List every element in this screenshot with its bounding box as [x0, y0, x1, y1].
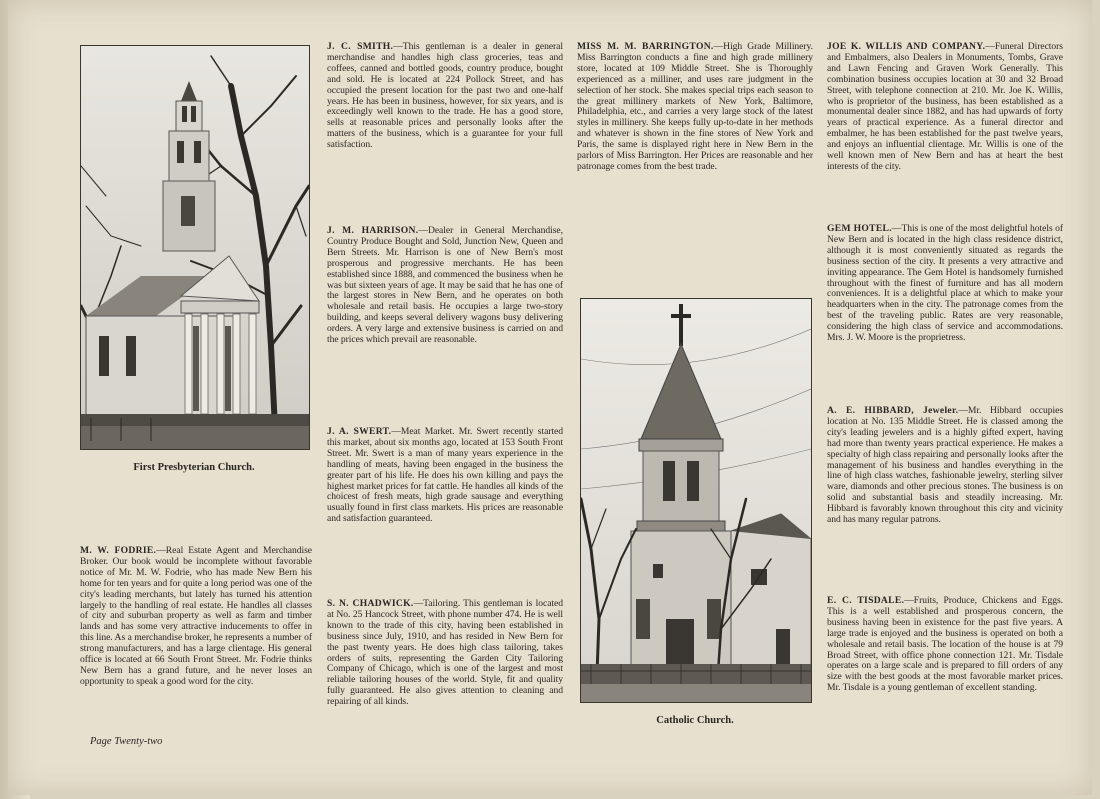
entry-hibbard: [827, 406, 1063, 526]
entry-text: —Meat Market. Mr. Swert recently started this market, about six months ago, located at 153 South Front Street. Mr. Swert is a man of many years experience in the handling of meats, having been engaged in the business the greater part of his life. He does his own killing and pays the highest market prices for fat cattle. He handles all kinds of the choicest of fresh meats, high grade sausage and everything usually found in first class markets. His prices are reasonable and satisfaction guaranteed.: [327, 426, 563, 525]
entry-name: S. N. CHADWICK.: [327, 598, 414, 609]
entry-gem-hotel: [827, 224, 1063, 344]
presbyterian-caption: First Presbyterian Church.: [133, 462, 255, 473]
entry-text: —This gentleman is a dealer in general merchandise and handles high class groceries, teas and coffees, canned and bottled goods, country produce, bought and sold. He is located at 224 Pollock Street, and has occupied the present location for the past two and one-half years. He has been in business, however, for six years, and is exceedingly well known to the trade. He has a good store, sells at reasonable prices and personally looks after the matters of the business, which is a guarantee for your full satisfaction.: [327, 41, 563, 151]
entry-text: —Real Estate Agent and Merchandise Broker. Our book would be incomplete without favorable notice of Mr. M. W. Fodrie, who has made New Bern his home for ten years and for quite a long period was one of the city's leading merchants, but lately has turned his attention largely to the handling of real estate. He handles all classes of city and suburban property as well as farm and timber lands and has some very attractive inducements to offer in this line. As a merchandise broker, he represents a number of strong manufacturers, and has a large clientage. His general office is located at 66 South Front Street. Mr. Fodrie thinks New Bern has a grand future, and he never loses an opportunity to speak a good word for the city.: [80, 545, 312, 687]
entry-name: J. C. SMITH.: [327, 41, 394, 52]
entry-name: JOE K. WILLIS AND COMPANY.: [827, 41, 986, 52]
entry-text: —Fruits, Produce, Chickens and Eggs. This is a well established and prosperous concern, the business having been in existence for the past five years. A large trade is enjoyed and the business is operated on both a wholesale and retail basis. The location of the house is at 79 Broad Street, with office phone connection 121. Mr. Tisdale operates on a large scale and is prepared to fill orders of any size with the best goods at the most favorable market prices. Mr. Tisdale is a young gentleman of excellent standing.: [827, 595, 1063, 694]
entry-text: —Dealer in General Merchandise, Country Produce Bought and Sold, Junction New, Queen and Bern Streets. Mr. Harrison is one of New Bern's most prosperous and progressive merchants. He has been established since 1888, and commenced the business when he was but sixteen years of age. It may be said that he has one of the largest stores in New Bern, and he operates on both wholesale and retail basis. He occupies a large two-story building, and keeps several delivery wagons busy delivering orders. A very large and extensive business is carried on and the prices which prevail are reasonable.: [327, 225, 563, 346]
catholic-caption: Catholic Church.: [656, 715, 734, 726]
presbyterian-church-photo: [80, 45, 310, 450]
entry-text: —Mr. Hibbard occupies location at No. 135 Middle Street. He is classed among the city's leading jewelers and is a highly gifted expert, having had more than twenty years practical experience. He makes a specialty of high class repairing and personally looks after the management of his business and handles everything in the line of high class watches, fashionable jewelry, sterling silver ware, diamonds and other precious stones. The business is on solid and substantial basis and steadily increasing. Mr. Hibbard is favorably known throughout this city and vicinity and has many regular patrons.: [827, 405, 1063, 526]
entry-name: J. M. HARRISON.: [327, 225, 419, 236]
entry-name: E. C. TISDALE.: [827, 595, 905, 606]
entry-fodrie: [80, 546, 312, 688]
entry-text: —Tailoring. This gentleman is located at No. 25 Hancock Street, with phone number 474. He is well known to the trade of this city, having been established in business since July, 1910, and has resided in New Bern for the past twenty years. He does high class tailoring, takes orders of suits, representing the Garden City Tailoring Company of Chicago, which is one of the largest and most reliable tailoring houses of the world. Style, fit and quality fully guaranteed. He also gives attention to cleaning and repairing of all kinds.: [327, 598, 563, 708]
entry-text: —This is one of the most delightful hotels of New Bern and is located in the high class residence district, although it is most conveniently situated as regards the business section of the city. It presents a very attractive and inviting appearance. The Gem Hotel is handsomely furnished throughout with the finest of furniture and has all modern conveniences. It is a delightful place at which to make your headquarters when in the city. The patronage comes from the best of the traveling public. Rates are very reasonable, considering the high class of service and accommodations. Mrs. J. W. Moore is the proprietress.: [827, 223, 1063, 344]
catholic-church-photo: [580, 298, 812, 703]
entry-name: MISS M. M. BARRINGTON.: [577, 41, 714, 52]
entry-willis: [827, 42, 1063, 173]
entry-name: M. W. FODRIE.: [80, 545, 157, 556]
entry-swert: [327, 427, 563, 525]
entry-name: J. A. SWERT.: [327, 426, 392, 437]
entry-harrison: [327, 226, 563, 346]
entry-smith: [327, 42, 563, 151]
entry-name: GEM HOTEL.: [827, 223, 892, 234]
entry-name: A. E. HIBBARD, Jeweler.: [827, 405, 959, 416]
entry-tisdale: [827, 596, 1063, 694]
entry-chadwick: [327, 599, 563, 708]
entry-text: —Funeral Directors and Embalmers, also Dealers in Monuments, Tombs, Grave and Lawn Fencing and Graven Work Generally. This combination business occupies location at 30 and 32 Broad Street, with telephone connection at 210. Mr. Joe K. Willis, who is proprietor of the business, has been established as a monumental dealer since 1882, and has had upwards of forty years of practical experience. As a funeral director and embalmer, he has been established for the past twelve years, and enjoys an influential clientage. Mr. Willis is one of the well known men of New Bern and has at heart the best interests of the city.: [827, 41, 1063, 172]
entry-text: —High Grade Millinery. Miss Barrington conducts a fine and high grade millinery store, located at 109 Middle Street. She is Thoroughly experienced as a milliner, and uses rare judgment in the selection of her stock. She makes special trips each season to the great millinery markets of New York, Baltimore, Philadelphia, etc., and carries a very large stock of the latest styles in millinery. She keeps fully up-to-date in her methods and whatever is shown in the fine stores of New York and Paris, the same is displayed right here in New Bern in the parlors of Miss Barrington. Her Prices are reasonable and her patronage comes from the best trade.: [577, 41, 814, 172]
entry-barrington: [577, 42, 813, 173]
page-number: Page Twenty-two: [90, 736, 163, 747]
